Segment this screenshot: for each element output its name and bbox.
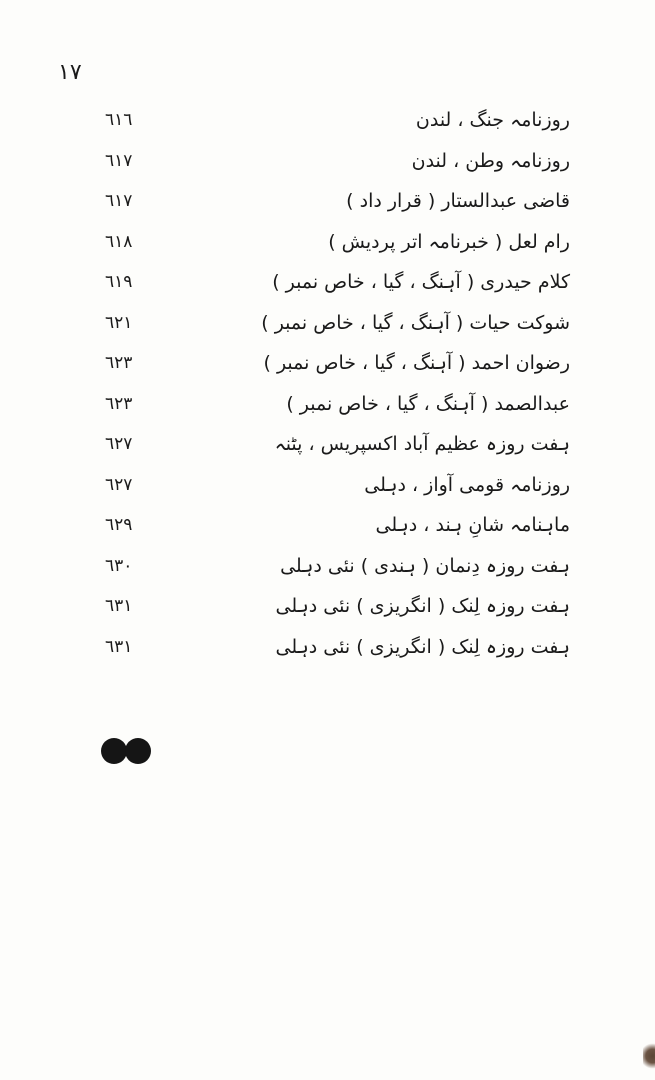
entry-title: ہفت روزہ دِنمان ( ہندی ) نئی دہلی — [280, 554, 570, 577]
entry-page-number: ٦٢٣ — [105, 353, 133, 374]
entry-page-number: ٦١٨ — [105, 231, 133, 252]
end-of-section-ornament — [101, 738, 153, 764]
entry-page-number: ٦٢٧ — [105, 474, 133, 495]
entry-page-number: ٦٣٠ — [105, 555, 133, 576]
contents-entry — [95, 262, 570, 303]
contents-entry — [95, 181, 570, 222]
entry-page-number: ٦٣١ — [105, 636, 133, 657]
entry-title: قاضی عبدالستار ( قرار داد ) — [346, 190, 570, 213]
entry-page-number: ٦١٧ — [105, 191, 133, 212]
contents-entry — [95, 424, 570, 465]
entry-title: شوکت حیات ( آہنگ ، گیا ، خاص نمبر ) — [261, 311, 570, 334]
entry-title: ہفت روزہ عظیم آباد اکسپریس ، پٹنہ — [274, 433, 570, 456]
contents-entry — [95, 141, 570, 182]
contents-entry — [95, 465, 570, 506]
page-edge-mark — [643, 1042, 655, 1070]
entry-page-number: ٦١٩ — [105, 272, 133, 293]
entry-title: ہفت روزہ لِنک ( انگریزی ) نئی دہلی — [275, 635, 570, 658]
entry-page-number: ٦١٦ — [105, 110, 133, 131]
contents-entry — [95, 546, 570, 587]
entry-title: روزنامہ قومی آواز ، دہلی — [364, 473, 570, 496]
entry-title: ہفت روزہ لِنک ( انگریزی ) نئی دہلی — [275, 595, 570, 618]
contents-list — [95, 100, 570, 667]
contents-entry — [95, 586, 570, 627]
ornament-dot-right — [125, 738, 151, 764]
entry-page-number: ٦١٧ — [105, 150, 133, 171]
entry-title: ماہنامہ شانِ ہند ، دہلی — [375, 514, 570, 537]
contents-entry — [95, 505, 570, 546]
page-number: ١٧ — [58, 60, 82, 85]
contents-entry — [95, 384, 570, 425]
contents-entry — [95, 303, 570, 344]
entry-title: رام لعل ( خبرنامہ اتر پردیش ) — [328, 230, 570, 253]
contents-entry — [95, 100, 570, 141]
entry-page-number: ٦٢١ — [105, 312, 133, 333]
contents-entry — [95, 343, 570, 384]
contents-entry — [95, 222, 570, 263]
entry-title: روزنامہ وطن ، لندن — [411, 149, 570, 172]
ornament-dot-left — [101, 738, 127, 764]
entry-title: روزنامہ جنگ ، لندن — [415, 109, 570, 132]
entry-page-number: ٦٢٧ — [105, 434, 133, 455]
entry-title: کلام حیدری ( آہنگ ، گیا ، خاص نمبر ) — [272, 271, 570, 294]
entry-title: رضوان احمد ( آہنگ ، گیا ، خاص نمبر ) — [263, 352, 570, 375]
entry-page-number: ٦٣١ — [105, 596, 133, 617]
entry-page-number: ٦٢٣ — [105, 393, 133, 414]
entry-page-number: ٦٢٩ — [105, 515, 133, 536]
contents-entry — [95, 627, 570, 668]
entry-title: عبدالصمد ( آہنگ ، گیا ، خاص نمبر ) — [286, 392, 570, 415]
